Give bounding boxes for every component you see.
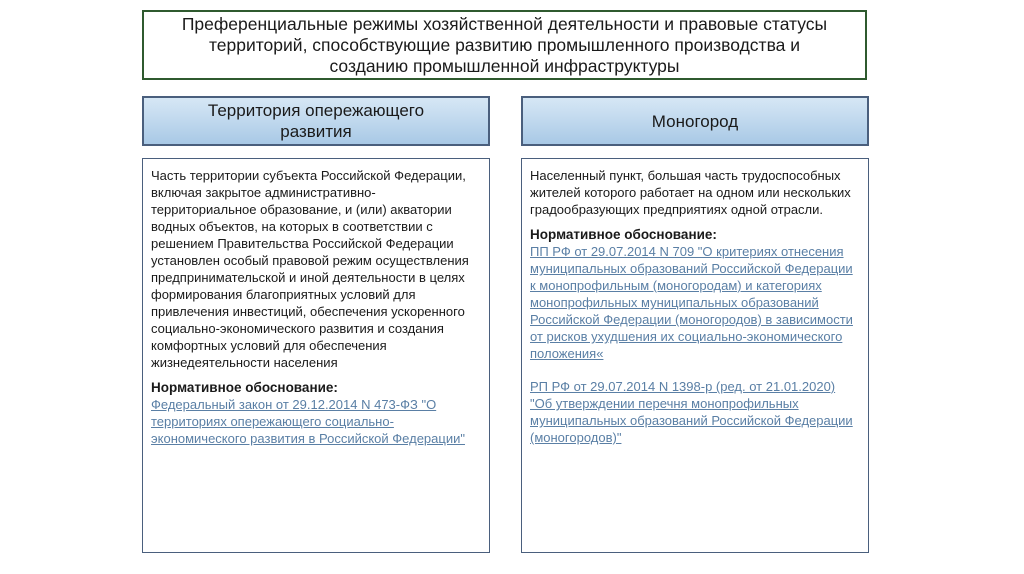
tor-definition-box [142, 158, 490, 553]
spacer [530, 362, 858, 378]
header-tor [142, 96, 490, 146]
monogorod-description: Населенный пункт, большая часть трудоспособных жителей которого работает на одном или нескольких градообразующих предприятиях одной отрасли. [530, 168, 851, 217]
header-monogorod-text: Моногород [651, 111, 739, 131]
tor-description: Часть территории субъекта Российской Федерации, включая закрытое административно-территориальное образование, и (или) акватории водных объектов, на которых в соответствии с решением Правительства Российской Федерации установлен особый правовой режим осуществления предпринимательской и иной деятельности в целях формирования благоприятных условий для привлечения инвестиций, обеспечения ускоренного социально-экономического развития и создания комфортных условий для обеспечения жизнедеятельности населения [151, 168, 469, 370]
tor-basis-label: Нормативное обоснование: [151, 380, 338, 395]
tor-law-link[interactable]: Федеральный закон от 29.12.2014 N 473-ФЗ "О территориях опережающего социально-экономического развития в Российской Федерации" [151, 397, 465, 446]
slide-title [142, 10, 867, 80]
monogorod-definition-box [521, 158, 869, 553]
slide-title-text: Преференциальные режимы хозяйственной деятельности и правовые статусы территорий, способствующие развитию промышленного производства и созданию промышленной инфраструктуры [181, 13, 828, 76]
monogorod-basis-label: Нормативное обоснование: [530, 227, 717, 242]
monogorod-pp-link[interactable]: ПП РФ от 29.07.2014 N 709 "О критериях отнесения муниципальных образований Российской Федерации к монопрофильным (моногородам) и категориях монопрофильных муниципальных образований Российской Федерации (моногородов) в зависимости от рисков ухудшения их социально-экономического положения« [530, 244, 853, 361]
monogorod-rp-link[interactable]: РП РФ от 29.07.2014 N 1398-р (ред. от 21.01.2020) "Об утверждении перечня монопрофильных муниципальных образований Российской Федерации (моногородов)" [530, 379, 853, 445]
header-tor-text: Территория опережающего развития [207, 101, 425, 141]
header-monogorod [521, 96, 869, 146]
